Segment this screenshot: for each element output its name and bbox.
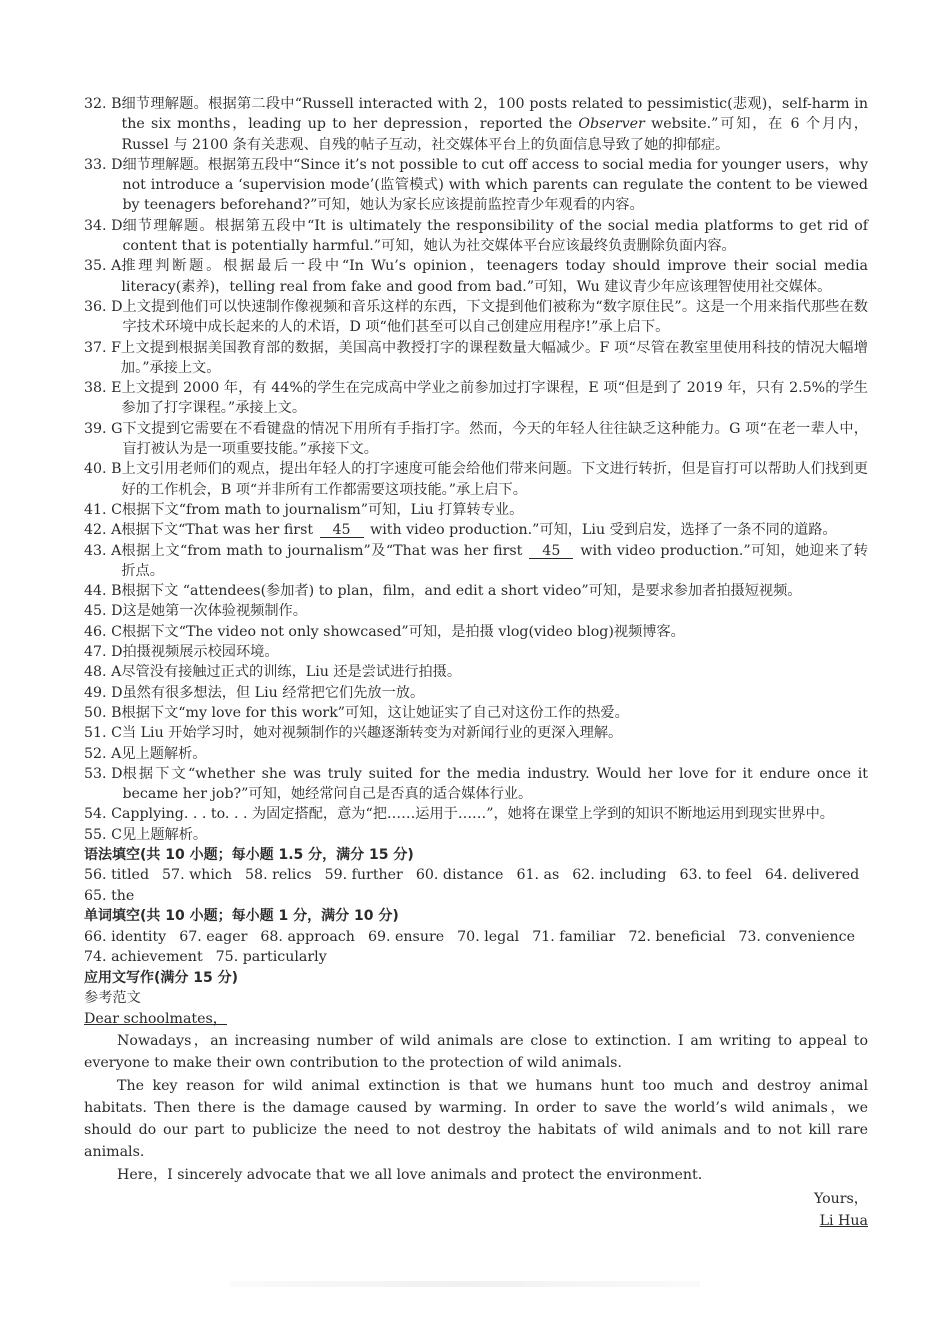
answer-number: 49. D (84, 684, 123, 701)
answer-item (84, 256, 868, 297)
letter-paragraph: Here，I sincerely advocate that we all love animals and protect the environment. (117, 1166, 703, 1183)
answer-number: 35. A (84, 258, 122, 275)
answer-word: 61. as (516, 867, 560, 884)
answer-explanation: 细节理解题。根据第五段中“Since it’s not possible to cut off access to social media for younger users，why not introduce a ‘supervision mode’(监管模式) with which parents can regulate the content to be viewed by teenagers beforehand?”可知，她认为家长应该提前监控青少年观看的内容。 (122, 156, 868, 214)
answer-item (84, 601, 868, 621)
answer-word: 65. the (84, 887, 135, 904)
answer-word: 56. titled (84, 867, 150, 884)
answer-explanation: 上文提到根据美国教育部的数据，美国高中教授打字的课程数量大幅减少。F 项“尽管在教室里使用科技的情况大幅增加。”承接上文。 (120, 339, 868, 376)
grammar-section-heading: 语法填空(共 10 小题；每小题 1.5 分，满分 15 分) (84, 846, 414, 863)
answer-word: 73. convenience (738, 928, 856, 945)
answer-word: 57. which (162, 867, 233, 884)
writing-section-heading: 应用文写作(满分 15 分) (84, 969, 239, 986)
answer-explanation: 根据下文“from math to journalism”可知，Liu 打算转专业。 (121, 501, 524, 518)
answer-number: 37. F (84, 339, 121, 356)
answer-explanation: 拍摄视频展示校园环境。 (122, 644, 279, 661)
answer-number: 55. C (84, 826, 122, 843)
answer-explanations (84, 94, 868, 845)
answer-word: 67. eager (179, 928, 248, 945)
answer-word: 75. particularly (215, 949, 327, 966)
explanation-text: 根据上文“from math to journalism”及“That was her first (121, 542, 528, 559)
answer-explanation: 尽管没有接触过正式的训练，Liu 还是尝试进行拍摄。 (121, 664, 462, 681)
answer-number: 51. C (84, 725, 122, 742)
answer-word: 71. familiar (532, 928, 616, 945)
letter-signature-text: Li Hua (819, 1213, 868, 1230)
answer-word: 74. achievement (84, 949, 203, 966)
answer-word: 69. ensure (367, 928, 445, 945)
answer-number: 45. D (84, 603, 123, 620)
answer-word: 72. beneficial (628, 928, 726, 945)
answer-item (84, 723, 868, 743)
answer-item (84, 94, 868, 155)
source-name: Observer (578, 116, 645, 133)
answer-item (84, 764, 868, 805)
explanation-text: with video production.”可知，Liu 受到启发，选择了一条不同的道路。 (365, 522, 837, 539)
page-content (84, 94, 868, 1232)
answer-number: 52. A (84, 745, 122, 762)
answer-item (84, 155, 868, 216)
answer-item (84, 825, 868, 845)
answer-word: 64. delivered (764, 867, 860, 884)
blank-number: 45 (529, 544, 573, 559)
answer-number: 41. C (84, 501, 122, 518)
answer-number: 39. G (84, 420, 123, 437)
answer-explanation: 根据下文 “attendees(参加者) to plan，film，and edit a short video”可知，是要求参加者拍摄短视频。 (121, 583, 802, 600)
answer-number: 47. D (84, 644, 123, 661)
answer-item (84, 378, 868, 419)
answer-item (84, 642, 868, 662)
answer-number: 48. A (84, 664, 122, 681)
answer-item (84, 581, 868, 601)
letter-signature (84, 1210, 868, 1232)
answer-explanation: 下文提到它需要在不看键盘的情况下用所有手指打字。然而，今天的年轻人往往缺乏这种能力。G 项“在老一辈人中，盲打被认为是一项重要技能。”承接下文。 (122, 420, 868, 458)
answer-number: 53. D (84, 765, 123, 782)
answer-number: 43. A (84, 542, 122, 559)
faint-footer-smudge (230, 1281, 700, 1287)
answer-explanation: 见上题解析。 (121, 826, 208, 843)
answer-word: 70. legal (457, 928, 520, 945)
answer-number: 40. B (84, 461, 122, 478)
answer-explanation: 见上题解析。 (121, 745, 207, 762)
answer-explanation: 根据下文“The video not only showcased”可知，是拍摄 vlog(video blog)视频博客。 (121, 623, 685, 640)
answer-explanation: 上文提到 2000 年，有 44%的学生在完成高中学业之前参加过打字课程，E 项“但是到了 2019 年，只有 2.5%的学生参加了打字课程。”承接上文。 (121, 380, 868, 417)
answer-item (84, 744, 868, 764)
answer-number: 32. B (84, 96, 122, 112)
answer-number: 44. B (84, 583, 122, 600)
answer-explanation: 这是她第一次体验视频制作。 (122, 603, 307, 620)
answer-word: 59. further (324, 867, 403, 884)
answer-number: 34. D (84, 217, 123, 234)
answer-explanation: 细节理解题。根据第五段中“It is ultimately the responsibility of the social media platforms to get rid of content that is potentially harmful.”可知，她认为社交媒体平台应该最终负责删除负面内容。 (122, 217, 868, 255)
answer-item (84, 297, 868, 338)
answer-item (84, 541, 868, 582)
answer-number: 54. C (84, 806, 122, 823)
letter-paragraph: Nowadays，an increasing number of wild animals are close to extinction. I am writing to appeal to everyone to make their own contribution to the protection of wild animals. (84, 1032, 868, 1072)
blank-number: 45 (320, 523, 364, 538)
answer-number: 33. D (84, 156, 123, 173)
answer-explanation: applying. . . to. . . 为固定搭配，意为“把……运用于……”，她将在课堂上学到的知识不断地运用到现实世界中。 (121, 806, 834, 823)
explanation-text: with video production.”可知，她迎来了转折点。 (121, 542, 868, 579)
answer-word: 60. distance (415, 867, 504, 884)
vocab-section-heading: 单词填空(共 10 小题；每小题 1 分，满分 10 分) (84, 908, 399, 925)
letter-greeting: Dear schoolmates， (84, 1010, 227, 1027)
answer-item (84, 216, 868, 257)
answer-item (84, 683, 868, 703)
answer-explanation: 上文引用老师们的观点，提出年轻人的打字速度可能会给他们带来问题。下文进行转折，但是盲打可以帮助人们找到更好的工作机会，B 项“并非所有工作都需要这项技能。”承上启下。 (121, 461, 868, 498)
answer-item (84, 338, 868, 379)
answer-number: 42. A (84, 522, 122, 539)
answer-item (84, 459, 868, 500)
answer-item (84, 662, 868, 682)
answer-item (84, 500, 868, 520)
answer-word: 58. relics (245, 867, 312, 884)
answer-number: 50. B (84, 704, 122, 721)
answer-explanation: 虽然有很多想法，但 Liu 经常把它们先放一放。 (122, 684, 425, 701)
answer-item (84, 520, 868, 540)
answer-explanation: 根据下文“my love for this work”可知，这让她证实了自己对这份工作的热爱。 (121, 704, 629, 721)
answer-explanation: 当 Liu 开始学习时，她对视频制作的兴趣逐渐转变为对新闻行业的更深入理解。 (121, 725, 623, 742)
answer-explanation: 推理判断题。根据最后一段中“In Wu’s opinion，teenagers today should improve their social media literacy(素养)，telling real from fake and good from bad.”可知，Wu 建议青少年应该理智使用社交媒体。 (121, 258, 868, 295)
answer-word: 63. to feel (679, 867, 752, 884)
answer-number: 46. C (84, 623, 122, 640)
answer-item (84, 419, 868, 460)
answer-explanation: 细节理解题。根据第二段中“Russell interacted with 2，100 posts related to pessimistic(悲观)，self-harm in the six months，leading up to her depression，reported the Observer website.”可知，在 6 个月内，Russel 与 2100 条有关悲观、自残的帖子互动，社交媒体平台上的负面信息导致了她的抑郁症。 (121, 96, 868, 153)
answer-word: 66. identity (84, 928, 167, 945)
answer-word: 68. approach (260, 928, 355, 945)
answer-explanation: 根据下文“whether she was truly suited for the media industry. Would her love for it endure once it became her job?”可知，她经常问自己是否真的适合媒体行业。 (122, 765, 868, 803)
answer-explanation (121, 541, 868, 582)
letter-closing (84, 1188, 868, 1210)
vocab-answers (84, 927, 868, 968)
answer-number: 38. E (84, 380, 122, 397)
explanation-text: 根据下文“That was her first (121, 522, 318, 539)
answer-explanation (121, 520, 868, 540)
grammar-answers (84, 865, 868, 906)
answer-number: 36. D (84, 298, 123, 315)
sample-essay-label: 参考范文 (84, 990, 141, 1007)
answer-item (84, 703, 868, 723)
letter-closing-text: Yours， (813, 1191, 868, 1208)
answer-word: 62. including (572, 867, 667, 884)
answer-item (84, 622, 868, 642)
letter-paragraph: The key reason for wild animal extinction is that we humans hunt too much and destroy animal habitats. Then there is the damage caused by warming. In order to save the world’s wild animals，we should do our part to publicize the need to not destroy the habitats of wild animals and to not kill rare animals. (84, 1077, 868, 1161)
answer-explanation: 上文提到他们可以快速制作像视频和音乐这样的东西，下文提到他们被称为“数字原住民”。这是一个用来指代那些在数字技术环境中成长起来的人的术语，D 项“他们甚至可以自己创建应用程序!”承上启下。 (122, 298, 868, 336)
answer-item (84, 804, 868, 824)
